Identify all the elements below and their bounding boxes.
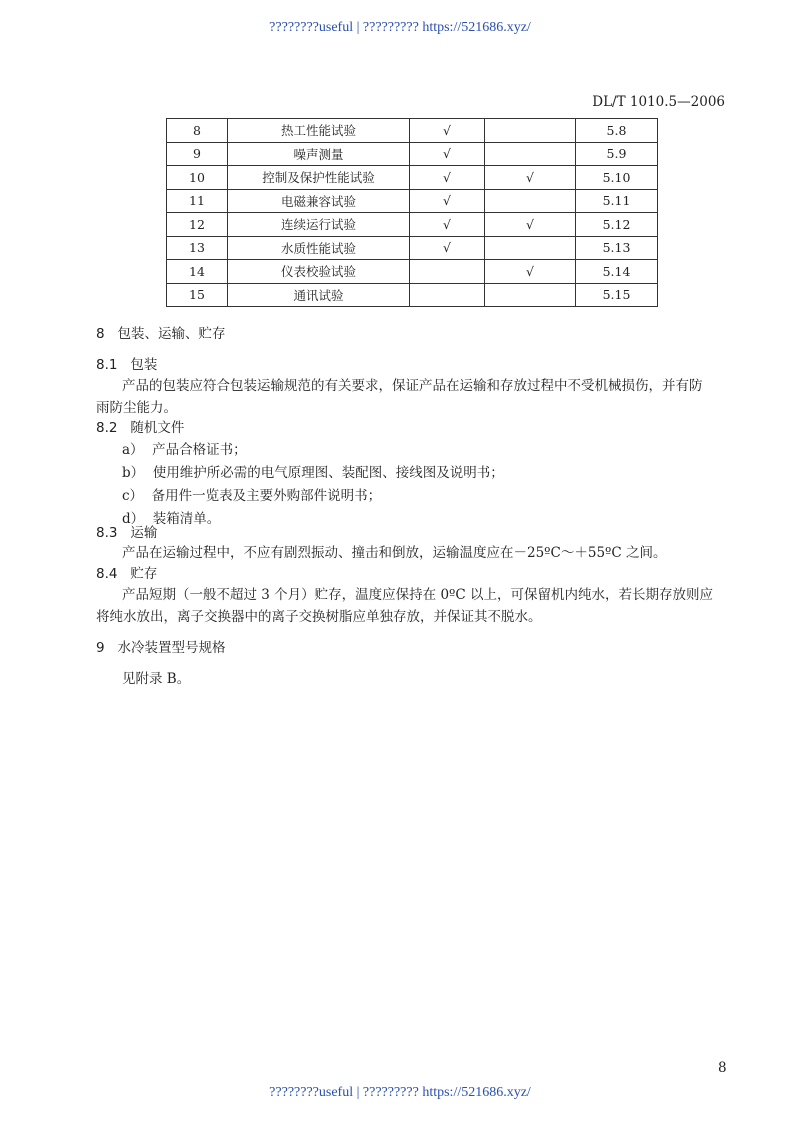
table-cell: 8 — [167, 119, 228, 143]
table-cell: 电磁兼容试验 — [228, 189, 410, 213]
table-row — [167, 189, 658, 213]
section-title: 贮存 — [130, 566, 158, 582]
page-number: 8 — [718, 1060, 727, 1076]
table-row — [167, 283, 658, 307]
table-cell: 噪声测量 — [228, 142, 410, 166]
table-cell: 11 — [167, 189, 228, 213]
table-cell: 12 — [167, 213, 228, 237]
table-cell: 5.11 — [576, 189, 658, 213]
section-number: 8.1 — [96, 357, 118, 373]
table-cell: 控制及保护性能试验 — [228, 166, 410, 190]
watermark-bottom[interactable]: ????????useful | ????????? https://521686.xyz/ — [269, 1085, 531, 1100]
table-cell: 通讯试验 — [228, 283, 410, 307]
table-row — [167, 213, 658, 237]
paragraph-line: 将纯水放出，离子交换器中的离子交换树脂应单独存放，并保证其不脱水。 — [96, 609, 542, 625]
table-cell: 热工性能试验 — [228, 119, 410, 143]
list-item — [122, 484, 381, 504]
table-cell: 14 — [167, 260, 228, 284]
paragraph-line: 见附录 B。 — [122, 671, 191, 687]
section-8-3-heading — [96, 521, 157, 541]
list-marker: d） — [122, 511, 145, 527]
list-text: 装箱清单。 — [152, 511, 221, 527]
table-cell — [485, 189, 576, 213]
section-8-4-heading — [96, 562, 157, 582]
table-cell — [485, 236, 576, 260]
table-cell: √ — [410, 119, 485, 143]
paragraph-line: 产品短期（一般不超过 3 个月）贮存，温度应保持在 0ºC 以上，可保留机内纯水，若长期存放则应 — [122, 587, 714, 603]
table-cell — [485, 119, 576, 143]
list-text: 备用件一览表及主要外购部件说明书； — [151, 488, 382, 504]
table-cell: √ — [410, 236, 485, 260]
table-cell: √ — [410, 189, 485, 213]
section-8-2-heading — [96, 416, 184, 436]
table-cell: 5.15 — [576, 283, 658, 307]
table-cell: √ — [485, 166, 576, 190]
list-item — [122, 461, 504, 481]
table-row — [167, 260, 658, 284]
list-marker: b） — [122, 465, 145, 481]
table-cell: 5.9 — [576, 142, 658, 166]
table-row — [167, 166, 658, 190]
table-cell: 5.10 — [576, 166, 658, 190]
list-marker: a） — [122, 442, 144, 458]
section-number: 8.3 — [96, 525, 118, 541]
table-cell: √ — [410, 142, 485, 166]
table-cell: 5.13 — [576, 236, 658, 260]
table-cell — [410, 283, 485, 307]
section-title: 包装、运输、贮存 — [117, 326, 226, 342]
section-title: 随机文件 — [130, 420, 185, 436]
table-cell: √ — [485, 213, 576, 237]
table-cell: 13 — [167, 236, 228, 260]
section-number: 9 — [96, 640, 105, 656]
section-9-heading — [96, 636, 225, 656]
list-text: 使用维护所必需的电气原理图、装配图、接线图及说明书； — [152, 465, 504, 481]
table-row — [167, 119, 658, 143]
section-title: 水冷装置型号规格 — [117, 640, 226, 656]
section-8-1-heading — [96, 353, 157, 373]
doc-code: DL/T 1010.5—2006 — [592, 94, 725, 110]
section-number: 8.2 — [96, 420, 118, 436]
list-item — [122, 438, 247, 458]
table-cell: √ — [410, 213, 485, 237]
test-items-table — [166, 118, 658, 307]
table-cell: √ — [410, 166, 485, 190]
table-cell: 10 — [167, 166, 228, 190]
table-cell: 连续运行试验 — [228, 213, 410, 237]
table-cell: 仪表校验试验 — [228, 260, 410, 284]
section-8-heading — [96, 322, 225, 342]
list-marker: c） — [122, 488, 144, 504]
table-cell — [410, 260, 485, 284]
paragraph-line: 产品在运输过程中，不应有剧烈振动、撞击和倒放，运输温度应在－25ºC～＋55ºC 之间。 — [122, 545, 667, 561]
section-number: 8.4 — [96, 566, 118, 582]
table-cell: 9 — [167, 142, 228, 166]
table-cell: 5.8 — [576, 119, 658, 143]
table-cell: 5.12 — [576, 213, 658, 237]
table-cell: 15 — [167, 283, 228, 307]
table-row — [167, 236, 658, 260]
section-title: 包装 — [130, 357, 158, 373]
table-cell: 5.14 — [576, 260, 658, 284]
watermark-top[interactable]: ????????useful | ????????? https://521686.xyz/ — [269, 20, 531, 35]
table-cell — [485, 142, 576, 166]
paragraph-line: 产品的包装应符合包装运输规范的有关要求，保证产品在运输和存放过程中不受机械损伤，并有防 — [122, 378, 703, 394]
table-cell: 水质性能试验 — [228, 236, 410, 260]
table-row — [167, 142, 658, 166]
table-cell — [485, 283, 576, 307]
section-number: 8 — [96, 326, 105, 342]
section-title: 运输 — [130, 525, 158, 541]
paragraph-line: 雨防尘能力。 — [96, 400, 177, 416]
table-cell: √ — [485, 260, 576, 284]
list-text: 产品合格证书； — [152, 442, 247, 458]
